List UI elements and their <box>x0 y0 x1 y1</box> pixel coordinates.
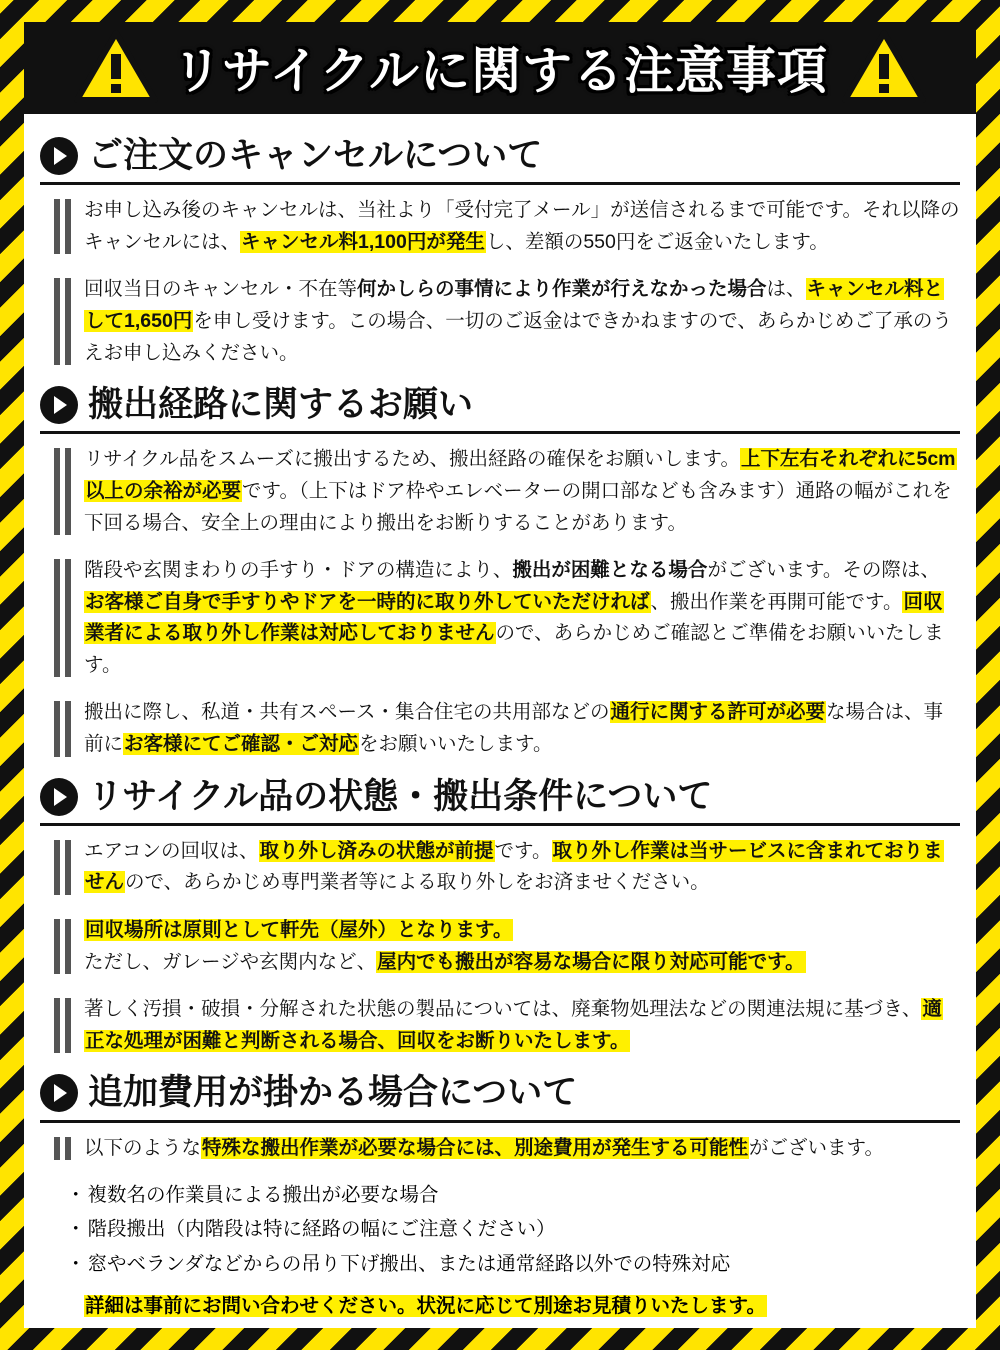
play-triangle-icon <box>40 386 78 424</box>
notice-paragraph <box>40 915 960 978</box>
warning-triangle-icon <box>842 30 926 104</box>
paragraph-text: エアコンの回収は、取り外し済みの状態が前提です。取り外し作業は当サービスに含まれておりませんので、あらかじめ専門業者等による取り外しをお済ませください。 <box>84 839 943 894</box>
highlighted-text: 屋内でも搬出が容易な場合に限り対応可能です。 <box>377 950 805 973</box>
highlighted-text: 適正な処理が困難と判断される場合、回収をお断りいたします。 <box>85 998 942 1052</box>
paragraph-text: 回収場所は原則として軒先（屋外）となります。 ただし、ガレージや玄関内など、屋内でも搬出が容易な場合に限り対応可能です。 <box>84 919 805 973</box>
list-item: ・ 窓やベランダなどからの吊り下げ搬出、または通常経路以外での特殊対応 <box>66 1249 960 1279</box>
section-divider <box>40 431 960 434</box>
paragraph-text: リサイクル品をスムーズに搬出するため、搬出経路の確保をお願いします。上下左右それぞれに5cm以上の余裕が必要です。（上下はドア枠やエレベーターの開口部なども含みます）通路の幅がこれを下回る場合、安全上の理由により搬出をお断りすることがあります。 <box>84 448 956 534</box>
paragraph-text: お申し込み後のキャンセルは、当社より「受付完了メール」が送信されるまで可能です。それ以降のキャンセルには、キャンセル料1,100円が発生し、差額の550円をご返金いたします。 <box>84 199 960 253</box>
bold-text: 何かしらの事情により作業が行えなかった場合 <box>357 278 767 301</box>
section-heading-label: リサイクル品の状態・搬出条件について <box>88 776 713 816</box>
highlighted-text: 上下左右それぞれに5cm以上の余裕が必要 <box>85 448 956 502</box>
highlighted-text: キャンセル料1,100円が発生 <box>241 230 485 253</box>
section-heading-label: 追加費用が掛かる場合について <box>88 1073 578 1113</box>
notice-document <box>24 22 976 1328</box>
highlighted-text: 詳細は事前にお問い合わせください。状況に応じて別途お見積りいたします。 <box>85 1294 766 1317</box>
paragraph-text: 搬出に際し、私道・共有スペース・集合住宅の共用部などの通行に関する許可が必要な場合は、事前にお客様にてご確認・ご対応をお願いいたします。 <box>84 701 944 756</box>
highlighted-text: 特殊な搬出作業が必要な場合には、別途費用が発生する可能性 <box>202 1136 749 1159</box>
section-heading-label: ご注文のキャンセルについて <box>88 136 543 175</box>
play-triangle-icon <box>40 1074 78 1112</box>
paragraph-text: 回収当日のキャンセル・不在等何かしらの事情により作業が行えなかった場合は、キャンセル料として1,650円を申し受けます。この場合、一切のご返金はできかねますので、あらかじめご了承のうえお申し込みください。 <box>84 278 952 364</box>
notice-paragraph <box>40 555 960 681</box>
section-footer-note <box>40 1291 960 1322</box>
notice-paragraph <box>40 444 960 539</box>
notice-body <box>24 114 976 1322</box>
play-triangle-icon <box>40 137 78 175</box>
highlighted-text: お客様にてご確認・ご対応 <box>124 733 359 756</box>
document-header <box>24 22 976 114</box>
notice-paragraph <box>40 697 960 760</box>
extra-fee-list <box>40 1180 960 1279</box>
highlighted-text: 回収業者による取り外し作業は対応しておりません <box>85 590 943 645</box>
section-divider <box>40 823 960 826</box>
list-item: ・ 複数名の作業員による搬出が必要な場合 <box>66 1180 960 1210</box>
notice-paragraph <box>40 195 960 258</box>
highlighted-text: 通行に関する許可が必要 <box>610 701 826 724</box>
list-item: ・ 階段搬出（内階段は特に経路の幅にご注意ください） <box>66 1214 960 1244</box>
warning-triangle-icon <box>74 30 158 104</box>
section-divider <box>40 182 960 185</box>
notice-paragraph <box>40 1133 960 1165</box>
highlighted-text: 回収場所は原則として軒先（屋外）となります。 <box>85 919 513 941</box>
section-divider <box>40 1120 960 1123</box>
section-heading <box>40 385 960 425</box>
highlighted-text: キャンセル料として1,650円 <box>85 278 944 332</box>
page-title: リサイクルに関する注意事項 <box>172 43 828 99</box>
highlighted-text: 取り外し作業は当サービスに含まれておりません <box>85 839 943 894</box>
notice-paragraph <box>40 994 960 1057</box>
highlighted-text: 取り外し済みの状態が前提 <box>259 839 494 862</box>
notice-paragraph <box>40 274 960 369</box>
paragraph-text: 著しく汚損・破損・分解された状態の製品については、廃棄物処理法などの関連法規に基づき、適正な処理が困難と判断される場合、回収をお断りいたします。 <box>84 998 942 1052</box>
paragraph-text: 以下のような特殊な搬出作業が必要な場合には、別途費用が発生する可能性がございます。 <box>84 1136 884 1159</box>
bold-text: 搬出が困難となる場合 <box>512 559 708 582</box>
section-heading <box>40 777 960 817</box>
highlighted-text: お客様ご自身で手すりやドアを一時的に取り外していただければ <box>85 590 650 613</box>
paragraph-text: 階段や玄関まわりの手すり・ドアの構造により、搬出が困難となる場合がございます。その際は、お客様ご自身で手すりやドアを一時的に取り外していただければ、搬出作業を再開可能です。回収業者による取り外し作業は対応しておりませんので、あらかじめご確認とご準備をお願いいたします。 <box>84 559 944 676</box>
section-heading <box>40 1073 960 1113</box>
section-heading-label: 搬出経路に関するお願い <box>88 385 474 425</box>
section-heading <box>40 136 960 176</box>
notice-paragraph <box>40 836 960 899</box>
play-triangle-icon <box>40 778 78 816</box>
